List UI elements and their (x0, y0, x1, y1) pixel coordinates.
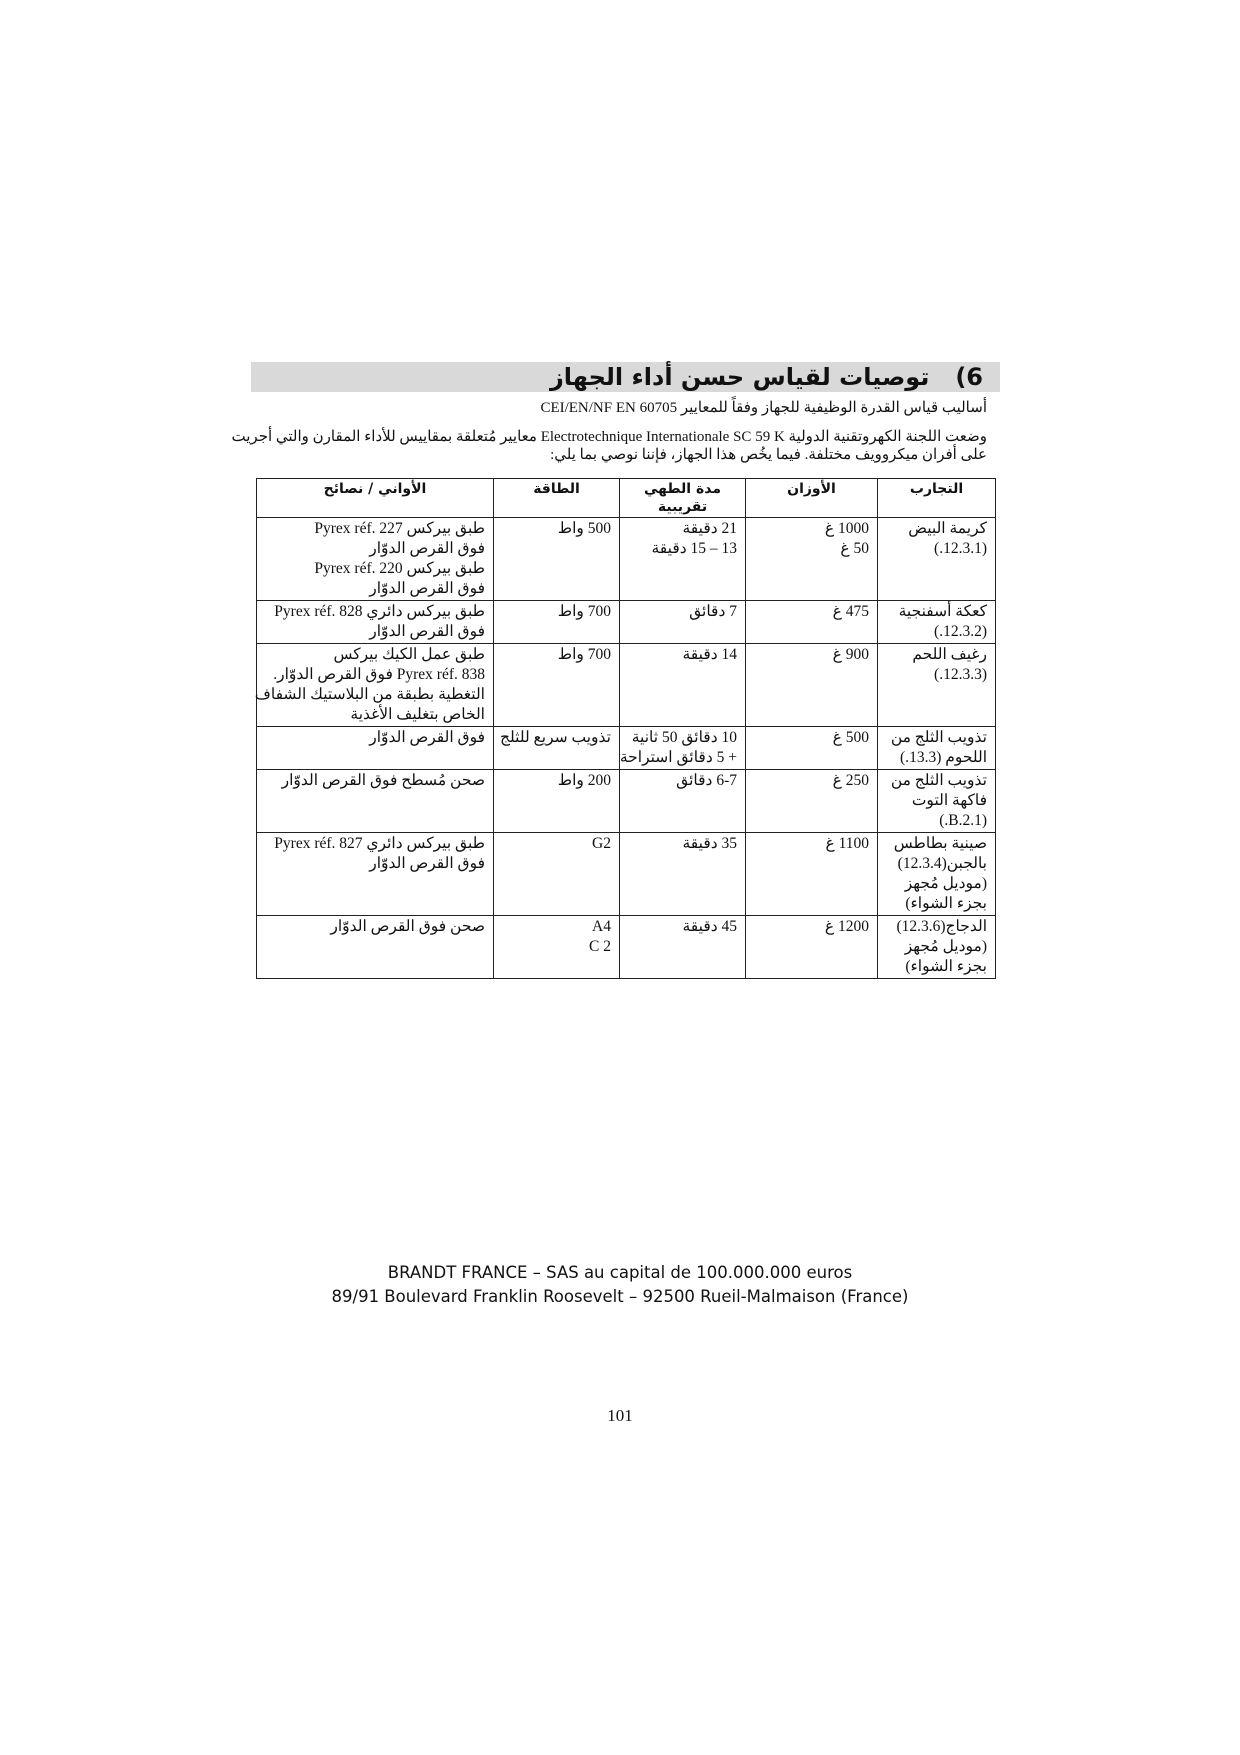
cell-dish-line: فوق القرص الدوّار (369, 729, 485, 746)
cell-test (878, 644, 996, 727)
header-power: الطاقة (494, 479, 620, 518)
cell-time-line: + 5 دقائق استراحة (619, 749, 737, 766)
cell-time-line: 13 – 15 دقيقة (651, 540, 737, 557)
header-dishes: الأواني / نصائح (257, 479, 494, 518)
cell-power-line: A4 (592, 918, 611, 935)
cell-weight-line: 900 غ (832, 646, 869, 663)
table-row (257, 770, 996, 833)
cell-test-line: فاكهة التوت (911, 792, 987, 809)
cell-weight (746, 727, 878, 770)
cell-test-line: (12.3.3.) (934, 666, 987, 683)
table-row (257, 644, 996, 727)
standards-paragraph (227, 428, 987, 464)
section-number: 6) (955, 363, 983, 391)
cell-test-line: كريمة البيض (908, 520, 987, 537)
cell-dish (257, 727, 494, 770)
cell-power-line: 700 واط (557, 646, 611, 663)
cell-test-line: (موديل مُجهز (904, 938, 987, 955)
cell-test (878, 727, 996, 770)
cell-dish (257, 916, 494, 979)
cell-time (620, 916, 746, 979)
cell-time-line: 35 دقيقة (682, 835, 737, 852)
cell-weight (746, 770, 878, 833)
header-weights: الأوزان (746, 479, 878, 518)
cell-test-line: (12.3.1.) (934, 540, 987, 557)
table-row (257, 601, 996, 644)
cell-test-line: رغيف اللحم (912, 646, 987, 663)
cell-dish-line: صحن فوق القرص الدوّار (330, 918, 485, 935)
cell-test-line: صينية بطاطس (893, 835, 987, 852)
cell-test (878, 518, 996, 601)
cell-dish (254, 644, 494, 727)
cell-power (494, 916, 620, 979)
cell-test-line: تذويب الثلج من (890, 729, 987, 746)
cell-test-line: بالجبن(12.3.4) (897, 855, 987, 872)
header-cooking-time: مدة الطهي تقريبية (620, 479, 746, 518)
cell-weight-line: 500 غ (832, 729, 869, 746)
cell-time (620, 644, 746, 727)
cell-test-line: الدجاج(12.3.6) (896, 918, 987, 935)
cell-power (494, 770, 620, 833)
header-tests: التجارب (878, 479, 996, 518)
cell-test-line: اللحوم (13.3.) (900, 749, 987, 766)
table-row (257, 833, 996, 916)
cell-dish-line: فوق القرص الدوّار (369, 855, 485, 872)
cell-dish (257, 833, 494, 916)
cell-power (494, 644, 620, 727)
cell-dish-line: طبق بيركس دائري Pyrex réf. 827 (274, 835, 485, 852)
cell-dish-line: صحن مُسطح فوق القرص الدوّار (281, 772, 485, 789)
cell-test-line: كعكة أسفنجية (898, 603, 987, 620)
cell-test-line: تذويب الثلج من (890, 772, 987, 789)
cell-power-line: تذويب سريع للثلج (500, 729, 611, 746)
cell-dish-line: Pyrex réf. 838 فوق القرص الدوّار. (273, 666, 485, 683)
table-body (254, 518, 996, 979)
cell-time (620, 727, 746, 770)
cell-weight-line: 1200 غ (824, 918, 869, 935)
cell-power-line: C 2 (589, 938, 611, 955)
cell-test (878, 770, 996, 833)
cell-time-line: 45 دقيقة (682, 918, 737, 935)
cell-test (878, 601, 996, 644)
cell-weight (746, 644, 878, 727)
cell-power-line: 500 واط (557, 520, 611, 537)
cell-dish-line: طبق بيركس Pyrex réf. 220 (314, 560, 485, 577)
cell-dish-line: الخاص بتغليف الأغذية (350, 706, 485, 723)
cell-dish-line: طبق بيركس Pyrex réf. 227 (314, 520, 485, 537)
cell-weight-line: 475 غ (832, 603, 869, 620)
cell-dish (257, 518, 494, 601)
intro-paragraph: أساليب قياس القدرة الوظيفية للجهاز وفقاً للمعايير CEI/EN/NF EN 60705 (540, 400, 987, 416)
cell-power-line: G2 (592, 835, 611, 852)
cell-test-line: (موديل مُجهز (904, 875, 987, 892)
cell-test-line: (B.2.1.) (939, 812, 987, 829)
cell-time-line: 21 دقيقة (682, 520, 737, 537)
cell-test (878, 916, 996, 979)
standards-paragraph-line: وضعت اللجنة الكهروتقنية الدولية Electrotechnique Internationale SC 59 K معايير مُتعلقة بمقاييس للأداء المقارن والتي أجريت (231, 429, 987, 445)
table-header-row (257, 479, 996, 518)
cell-dish-line: طبق عمل الكيك بيركس (333, 646, 485, 663)
performance-table (256, 478, 996, 979)
cell-test-line: (12.3.2.) (934, 623, 987, 640)
cell-weight (746, 916, 878, 979)
cell-power (494, 518, 620, 601)
cell-weight-line: 250 غ (832, 772, 869, 789)
footer-address: 89/91 Boulevard Franklin Roosevelt – 92500 Rueil-Malmaison (France) (331, 1287, 909, 1306)
cell-time (620, 770, 746, 833)
section-title (550, 360, 983, 394)
cell-dish-line: فوق القرص الدوّار (369, 623, 485, 640)
cell-time (620, 601, 746, 644)
cell-dish-line: فوق القرص الدوّار (369, 580, 485, 597)
table-row (257, 727, 996, 770)
cell-dish (257, 601, 494, 644)
cell-test (878, 833, 996, 916)
cell-power (494, 833, 620, 916)
cell-test-line: بجزء الشواء) (905, 895, 987, 912)
cell-power-line: 700 واط (557, 603, 611, 620)
cell-time-line: 7 دقائق (689, 603, 737, 620)
cell-power (494, 727, 620, 770)
footer-company: BRANDT FRANCE – SAS au capital de 100.000.000 euros (387, 1263, 853, 1282)
section-title-text: توصيات لقياس حسن أداء الجهاز (549, 363, 930, 391)
standards-paragraph-line: على أفران ميكروويف مختلفة. فيما يخُص هذا الجهاز، فإننا نوصي بما يلي: (550, 447, 987, 463)
cell-time (620, 833, 746, 916)
cell-power-line: 200 واط (557, 772, 611, 789)
cell-weight (746, 518, 878, 601)
cell-dish-line: طبق بيركس دائري Pyrex réf. 828 (274, 603, 485, 620)
cell-weight (746, 601, 878, 644)
cell-dish-line: فوق القرص الدوّار (369, 540, 485, 557)
cell-dish (257, 770, 494, 833)
cell-weight-line: 1000 غ (824, 520, 869, 537)
cell-time-line: 6-7 دقائق (676, 772, 737, 789)
cell-time-line: 14 دقيقة (682, 646, 737, 663)
cell-test-line: بجزء الشواء) (905, 958, 987, 975)
table-row (257, 518, 996, 601)
cell-weight-line: 50 غ (840, 540, 869, 557)
cell-power (494, 601, 620, 644)
cell-weight (746, 833, 878, 916)
cell-time (620, 518, 746, 601)
cell-time-line: 10 دقائق 50 ثانية (631, 729, 737, 746)
page-number: 101 (607, 1406, 633, 1425)
table-row (257, 916, 996, 979)
cell-dish-line: التغطية بطبقة من البلاستيك الشفاف (254, 686, 485, 703)
cell-weight-line: 1100 غ (825, 835, 869, 852)
